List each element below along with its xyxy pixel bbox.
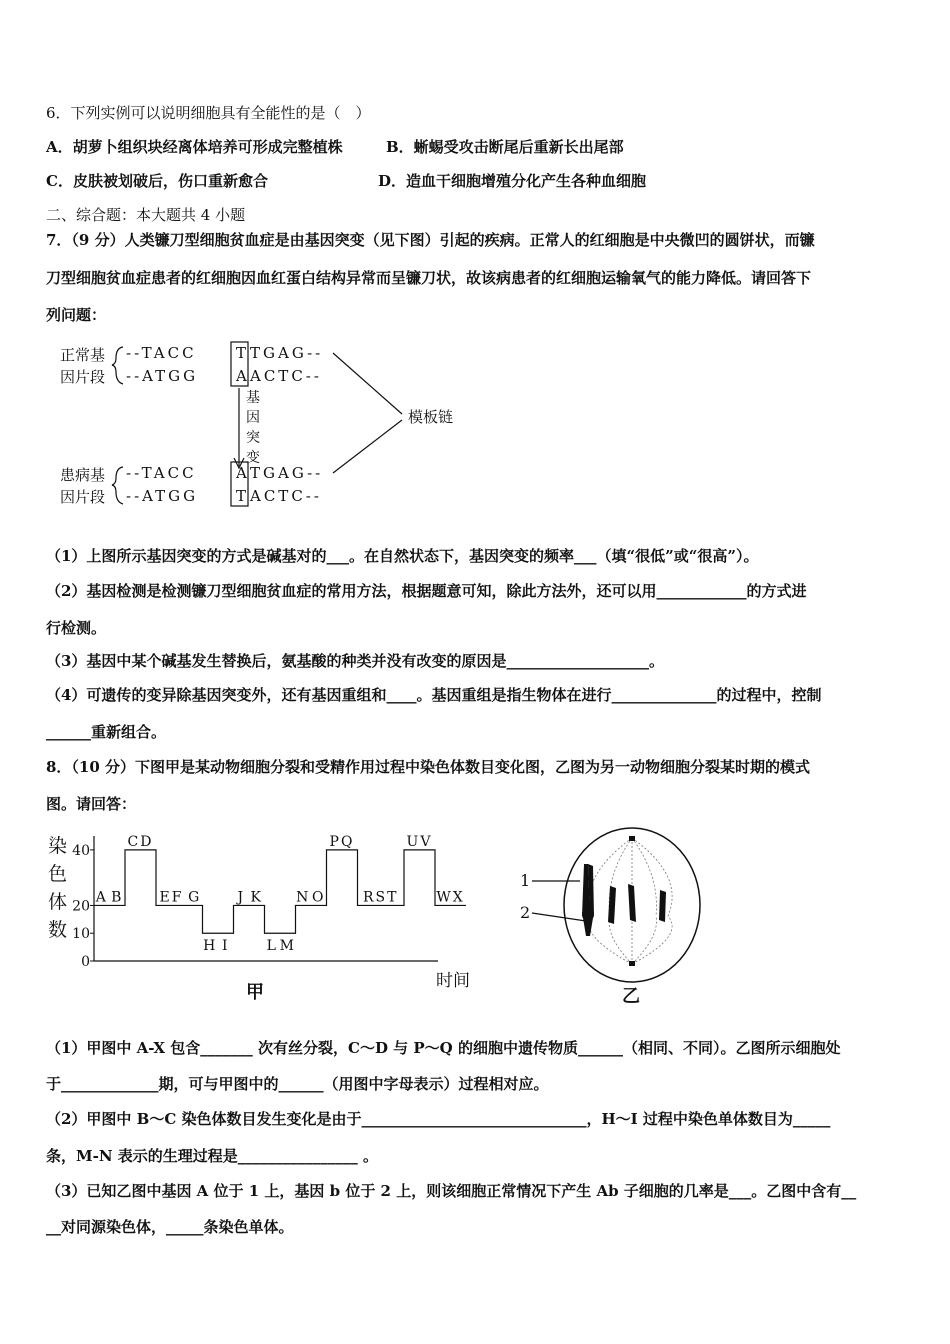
q8-stem-line1: 8．（10 分）下图甲是某动物细胞分裂和受精作用过程中染色体数目变化图，乙图为另一动物细胞分裂某时期的模式: [46, 758, 811, 776]
normal-label-2: 因片段: [60, 368, 106, 386]
y-tick-label: 40: [72, 842, 90, 859]
ylabel-char-4: 数: [48, 919, 68, 941]
pointer-line-2: [532, 913, 586, 921]
normal-top-strand-post: TGAG--: [250, 344, 324, 362]
segment-label: J: [237, 889, 246, 906]
q7-sub4-line1: （4）可遗传的变异除基因突变外，还有基因重组和____。基因重组是指生物体在进行______________的过程中，控制: [46, 686, 822, 704]
template-pointer-bottom: [333, 420, 402, 473]
q7-stem-line2: 刀型细胞贫血症患者的红细胞因血红蛋白结构异常而呈镰刀状，故该病患者的红细胞运输氧气的能力降低。请回答下: [46, 269, 812, 287]
patient-top-strand-post: TGAG--: [250, 464, 324, 482]
chromosome-2: [582, 912, 594, 936]
chromosome-5: [659, 890, 666, 922]
segment-label: EF: [159, 889, 184, 906]
patient-bottom-box-base: T: [236, 487, 247, 505]
cell-figure-label: 乙: [622, 986, 640, 1007]
q8-sub3-line2: __对同源染色体，_____条染色单体。: [46, 1218, 294, 1236]
q7-sub2-line1: （2）基因检测是检测镰刀型细胞贫血症的常用方法，根据题意可知，除此方法外，还可以用____________的方式进: [46, 582, 807, 600]
patient-label-2: 因片段: [60, 488, 106, 506]
gene-mutation-diagram: [46, 338, 486, 516]
section-heading: 二、综合题：本大题共 4 小题: [46, 206, 246, 224]
segment-label: I: [221, 938, 230, 955]
chromosome-4: [628, 884, 636, 922]
template-label: 模板链: [408, 408, 454, 426]
segment-label: H: [203, 938, 218, 955]
y-tick-label: 10: [72, 926, 90, 943]
q8-sub3-line1: （3）已知乙图中基因 A 位于 1 上，基因 b 位于 2 上，则该细胞正常情况下产生 Ab 子细胞的几率是___。乙图中含有__: [46, 1182, 857, 1200]
normal-brace: [112, 347, 123, 384]
normal-bottom-strand-post: ACTC--: [250, 367, 322, 385]
chromosome-count-chart: [46, 828, 486, 1010]
template-pointer-top: [333, 353, 402, 414]
q7-sub2-line2: 行检测。: [46, 619, 107, 637]
y-tick-label: 20: [72, 898, 90, 915]
y-tick-label: 0: [81, 954, 90, 970]
q8-sub2-line2: 条，M-N 表示的生理过程是________________ 。: [46, 1147, 378, 1165]
segment-label: G: [188, 889, 202, 906]
q8-sub1-line1: （1）甲图中 A-X 包含_______ 次有丝分裂，C～D 与 P～Q 的细胞中遗传物质______（相同、不同）。乙图所示细胞处: [46, 1039, 841, 1057]
q8-sub2-line1: （2）甲图中 B～C 染色体数目发生变化是由于______________________________，H～I 过程中染色单体数目为_____: [46, 1110, 831, 1128]
q6-option-c: C．皮肤被划破后，伤口重新愈合: [46, 172, 268, 190]
segment-label: B: [111, 889, 124, 906]
q8-stem-line2: 图。请回答：: [46, 795, 137, 813]
patient-top-strand-pre: --TACC: [126, 464, 197, 482]
chromosomes: [582, 864, 666, 936]
chromosome-3: [608, 886, 616, 924]
segment-label: PQ: [329, 833, 355, 850]
segment-label: K: [250, 889, 263, 906]
segment-label: CD: [127, 833, 154, 850]
q7-stem-line1: 7．（9 分）人类镰刀型细胞贫血症是由基因突变（见下图）引起的疾病。正常人的红细胞是中央微凹的圆饼状，而镰: [46, 231, 815, 249]
q7-sub4-line2: ______重新组合。: [46, 723, 167, 741]
segment-label: A: [95, 889, 108, 906]
cell-division-figure: [510, 826, 730, 1010]
chart-title: 甲: [246, 982, 264, 1003]
segment-label: RST: [363, 889, 399, 906]
mutation-char-3: 突: [246, 430, 260, 446]
q6-option-b: B．蜥蜴受攻击断尾后重新长出尾部: [386, 138, 624, 156]
normal-label-1: 正常基: [60, 346, 106, 364]
normal-top-box-base: T: [236, 344, 247, 362]
segment-label: UV: [406, 833, 433, 850]
q7-stem-line3: 列问题：: [46, 306, 107, 324]
segment-label: L: [266, 938, 278, 955]
segment-label: WX: [436, 889, 465, 906]
segment-label: O: [312, 889, 326, 906]
q8-sub1-line2: 于_____________期，可与甲图中的______（用图中字母表示）过程相对应。: [46, 1075, 549, 1093]
ylabel-char-2: 色: [48, 863, 68, 885]
ylabel-char-3: 体: [48, 891, 68, 913]
q7-sub1: （1）上图所示基因突变的方式是碱基对的___。在自然状态下，基因突变的频率___（填“很低”或“很高”）。: [46, 547, 759, 565]
patient-brace: [112, 467, 123, 504]
ylabel-char-1: 染: [48, 835, 68, 857]
patient-top-box-base: A: [236, 464, 247, 482]
normal-top-strand-pre: --TACC: [126, 344, 197, 362]
q7-sub3: （3）基因中某个碱基发生替换后，氨基酸的种类并没有改变的原因是___________________。: [46, 652, 664, 670]
normal-bottom-box-base: A: [236, 367, 247, 385]
mutation-char-2: 因: [246, 410, 260, 426]
patient-bottom-strand-pre: --ATGG: [126, 487, 199, 505]
segment-label: N: [296, 889, 311, 906]
mutation-char-1: 基: [246, 390, 260, 406]
patient-bottom-strand-post: ACTC--: [250, 487, 322, 505]
q6-option-a: A．胡萝卜组织块经离体培养可形成完整植株: [46, 138, 343, 156]
pointer-label-2: 2: [520, 903, 531, 922]
pointer-label-1: 1: [520, 871, 531, 890]
mutation-char-4: 变: [246, 450, 260, 466]
normal-bottom-strand-pre: --ATGG: [126, 367, 199, 385]
segment-label: M: [279, 938, 296, 955]
patient-label-1: 患病基: [60, 466, 106, 484]
q6-option-d: D．造血干细胞增殖分化产生各种血细胞: [378, 172, 647, 190]
chromosome-curve: [94, 850, 466, 933]
x-axis-label: 时间: [436, 971, 470, 991]
q6-stem: 6．下列实例可以说明细胞具有全能性的是（ ）: [46, 104, 371, 122]
